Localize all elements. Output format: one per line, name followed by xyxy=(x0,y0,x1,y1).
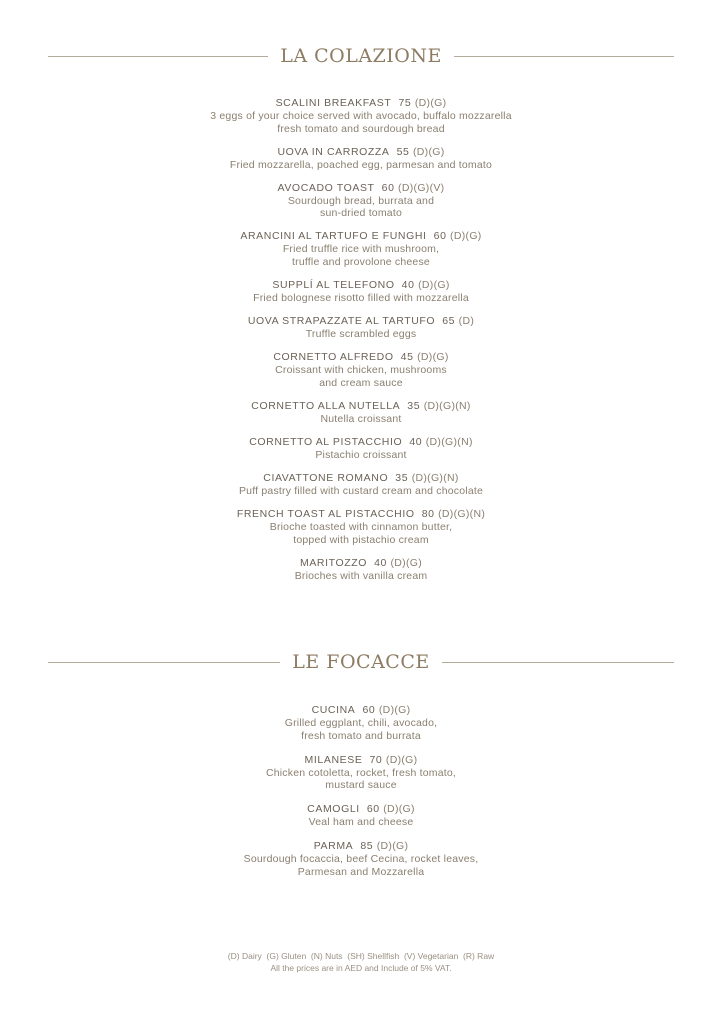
dish-name: SUPPLÍ AL TELEFONO xyxy=(272,279,395,292)
allergen-tags: (D)(G) xyxy=(418,279,450,292)
dish-description: mustard sauce xyxy=(325,779,397,792)
menu-list-colazione xyxy=(0,97,722,583)
dish-name: AVOCADO TOAST xyxy=(277,181,375,194)
dish-description: Nutella croissant xyxy=(320,413,402,426)
menu-item xyxy=(0,279,722,305)
dish-description: Brioche toasted with cinnamon butter, xyxy=(269,521,453,534)
dish-price: 35 xyxy=(395,472,409,485)
dish-name: CAMOGLI xyxy=(307,803,360,816)
allergen-tags: (D)(G)(V) xyxy=(398,181,445,194)
menu-item xyxy=(0,315,722,341)
dish-description: Pistachio croissant xyxy=(315,449,407,462)
dish-price: 45 xyxy=(400,351,414,364)
menu-item-heading xyxy=(0,436,722,449)
section-header-colazione xyxy=(48,41,674,71)
dish-name: CORNETTO ALFREDO xyxy=(273,351,394,364)
dish-name: UOVA STRAPAZZATE AL TARTUFO xyxy=(247,315,436,328)
dish-description: Croissant with chicken, mushrooms xyxy=(275,364,447,377)
menu-item-heading xyxy=(0,315,722,328)
dish-price: 55 xyxy=(396,145,410,158)
allergen-tags: (D)(G) xyxy=(390,557,423,569)
allergen-tags: (D)(G)(N) xyxy=(438,508,486,521)
dish-description: Chicken cotoletta, rocket, fresh tomato, xyxy=(265,766,457,779)
allergen-tags: (D)(G) xyxy=(383,803,415,816)
dish-name: UOVA IN CARROZZA xyxy=(277,145,390,158)
dish-price: 60 xyxy=(366,803,380,816)
menu-item-heading xyxy=(0,182,722,195)
allergen-tags: (D)(G) xyxy=(376,840,409,853)
dish-description: truffle and provolone cheese xyxy=(292,256,430,269)
dish-name: MILANESE xyxy=(304,753,363,766)
dish-description: Sourdough focaccia, beef Cecina, rocket leaves, xyxy=(243,853,479,866)
allergen-tags: (D)(G) xyxy=(413,145,445,158)
menu-item xyxy=(0,230,722,268)
dish-description: 3 eggs of your choice served with avocado, buffalo mozzarella xyxy=(210,110,512,122)
allergen-tags: (D)(G)(N) xyxy=(411,472,459,485)
dish-price: 35 xyxy=(407,400,421,413)
dish-name: CORNETTO AL PISTACCHIO xyxy=(249,436,403,449)
dish-price: 60 xyxy=(433,230,447,243)
dish-description: Grilled eggplant, chili, avocado, xyxy=(284,717,438,729)
dish-name: ARANCINI AL TARTUFO E FUNGHI xyxy=(240,230,427,243)
menu-item xyxy=(0,472,722,498)
dish-price: 65 xyxy=(442,315,456,328)
dish-name: CIAVATTONE ROMANO xyxy=(263,472,389,485)
dish-price: 70 xyxy=(369,753,383,766)
menu-item-heading xyxy=(0,754,722,767)
allergen-tags: (D)(G) xyxy=(417,351,449,364)
menu-item xyxy=(0,400,722,426)
dish-name: FRENCH TOAST AL PISTACCHIO xyxy=(236,508,415,521)
dish-name: SCALINI BREAKFAST xyxy=(275,97,392,109)
menu-item xyxy=(0,146,722,172)
dish-price: 40 xyxy=(409,436,423,449)
dish-description: topped with pistachio cream xyxy=(293,533,429,546)
menu-item-heading xyxy=(0,472,722,485)
menu-item xyxy=(0,557,722,583)
menu-item xyxy=(0,840,722,878)
allergen-legend: (D) Dairy (G) Gluten (N) Nuts (SH) Shellfish (V) Vegetarian (R) Raw xyxy=(227,951,495,961)
divider-line xyxy=(48,56,268,57)
menu-item-heading xyxy=(0,803,722,816)
divider-line xyxy=(442,662,674,663)
divider-line xyxy=(454,56,674,57)
dish-price: 75 xyxy=(398,97,412,109)
menu-item xyxy=(0,704,722,742)
dish-description: Brioches with vanilla cream xyxy=(294,570,428,582)
menu-item xyxy=(0,351,722,389)
menu-item-heading xyxy=(0,97,722,110)
menu-item-heading xyxy=(0,840,722,853)
menu-item-heading xyxy=(0,146,722,159)
menu-item xyxy=(0,97,722,135)
menu-item xyxy=(0,182,722,220)
allergen-tags: (D)(G) xyxy=(450,230,482,243)
dish-description: Fried bolognese risotto filled with mozzarella xyxy=(253,292,469,305)
menu-item-heading xyxy=(0,557,722,570)
dish-name: CUCINA xyxy=(311,704,356,716)
dish-description: Puff pastry filled with custard cream and chocolate xyxy=(238,485,484,498)
allergen-tags: (D)(G) xyxy=(385,753,418,766)
section-header-focacce xyxy=(48,647,674,677)
menu-footer xyxy=(0,951,722,974)
dish-name: CORNETTO ALLA NUTELLA xyxy=(251,400,401,413)
dish-price: 40 xyxy=(374,557,387,569)
dish-description: fresh tomato and sourdough bread xyxy=(277,122,445,135)
allergen-tags: (D)(G) xyxy=(414,97,447,109)
dish-price: 60 xyxy=(362,704,376,716)
menu-item-heading xyxy=(0,704,722,717)
section-title: LE FOCACCE xyxy=(292,651,430,673)
menu-item-heading xyxy=(0,230,722,243)
dish-description: Fried mozzarella, poached egg, parmesan and tomato xyxy=(229,158,493,171)
dish-price: 85 xyxy=(360,840,374,853)
dish-name: PARMA xyxy=(313,840,354,853)
divider-line xyxy=(48,662,280,663)
menu-list-focacce xyxy=(0,704,722,879)
menu-item-heading xyxy=(0,279,722,292)
dish-description: and cream sauce xyxy=(319,376,403,389)
menu-item xyxy=(0,436,722,462)
dish-description: Parmesan and Mozzarella xyxy=(297,866,425,879)
allergen-tags: (D) xyxy=(458,315,475,328)
vat-note: All the prices are in AED and Include of 5% VAT. xyxy=(270,962,452,973)
allergen-tags: (D)(G)(N) xyxy=(423,400,471,413)
dish-description: Fried truffle rice with mushroom, xyxy=(282,243,440,256)
dish-price: 80 xyxy=(421,508,435,521)
dish-price: 60 xyxy=(381,181,395,194)
allergen-tags: (D)(G)(N) xyxy=(425,436,473,449)
section-title: LA COLAZIONE xyxy=(280,45,442,67)
menu-item-heading xyxy=(0,400,722,413)
dish-price: 40 xyxy=(401,279,415,292)
dish-description: Truffle scrambled eggs xyxy=(305,328,417,341)
dish-description: sun-dried tomato xyxy=(320,207,402,220)
dish-description: fresh tomato and burrata xyxy=(301,729,421,742)
menu-item-heading xyxy=(0,508,722,521)
menu-item-heading xyxy=(0,351,722,364)
menu-item xyxy=(0,754,722,792)
allergen-tags: (D)(G) xyxy=(378,704,411,716)
dish-description: Veal ham and cheese xyxy=(308,816,414,829)
menu-item xyxy=(0,508,722,546)
dish-name: MARITOZZO xyxy=(299,557,368,569)
dish-description: Sourdough bread, burrata and xyxy=(287,194,435,207)
menu-item xyxy=(0,803,722,829)
